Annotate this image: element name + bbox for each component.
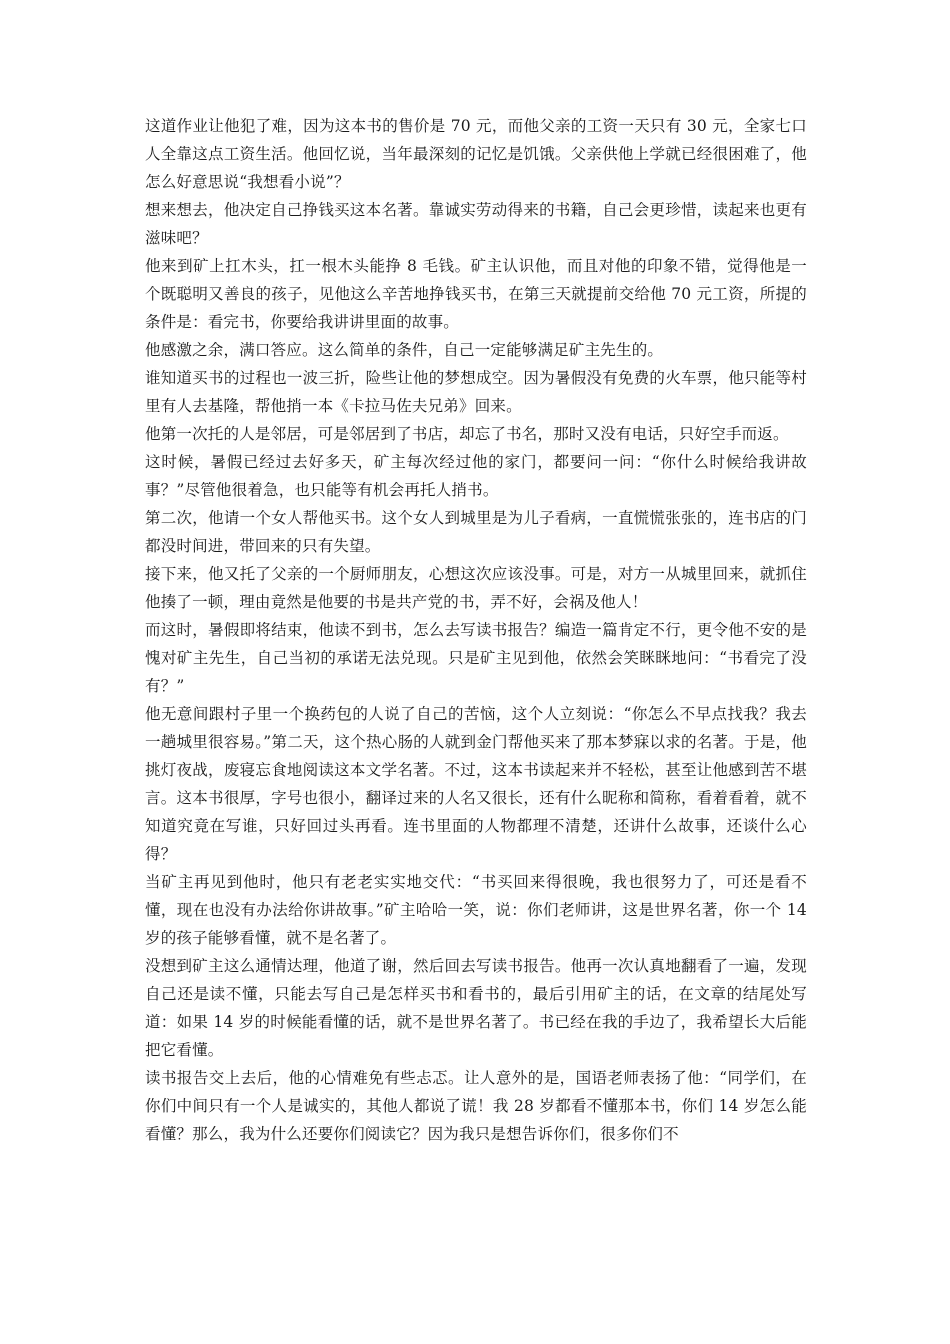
paragraph-2: 想来想去，他决定自己挣钱买这本名著。靠诚实劳动得来的书籍，自己会更珍惜，读起来也更有滋味吧？ (145, 201, 807, 247)
paragraph-9: 接下来，他又托了父亲的一个厨师朋友，心想这次应该没事。可是，对方一从城里回来，就抓住他揍了一顿，理由竟然是他要的书是共产党的书，弄不好，会祸及他人！ (145, 565, 807, 611)
paragraph-7: 这时候，暑假已经过去好多天，矿主每次经过他的家门，都要问一问：“你什么时候给我讲故事？”尽管他很着急，也只能等有机会再托人捎书。 (145, 453, 807, 499)
paragraph-1: 这道作业让他犯了难，因为这本书的售价是 70 元，而他父亲的工资一天只有 30 元，全家七口人全靠这点工资生活。他回忆说，当年最深刻的记忆是饥饿。父亲供他上学就已经很困难了，他怎么好意思说“我想看小说”？ (145, 117, 807, 191)
paragraph-13: 没想到矿主这么通情达理，他道了谢，然后回去写读书报告。他再一次认真地翻看了一遍，发现自己还是读不懂，只能去写自己是怎样买书和看书的，最后引用矿主的话，在文章的结尾处写道：如果 14 岁的时候能看懂的话，就不是世界名著了。书已经在我的手边了，我希望长大后能把它看懂。 (145, 957, 807, 1059)
paragraph-10: 而这时，暑假即将结束，他读不到书，怎么去写读书报告？编造一篇肯定不行，更令他不安的是愧对矿主先生，自己当初的承诺无法兑现。只是矿主见到他，依然会笑眯眯地问：“书看完了没有？” (145, 621, 807, 695)
paragraph-14: 读书报告交上去后，他的心情难免有些忐忑。让人意外的是，国语老师表扬了他：“同学们，在你们中间只有一个人是诚实的，其他人都说了谎！我 28 岁都看不懂那本书，你们 14 岁怎么能看懂？那么，我为什么还要你们阅读它？因为我只是想告诉你们，很多你们不 (145, 1069, 807, 1143)
paragraph-5: 谁知道买书的过程也一波三折，险些让他的梦想成空。因为暑假没有免费的火车票，他只能等村里有人去基隆，帮他捎一本《卡拉马佐夫兄弟》回来。 (145, 369, 807, 415)
paragraph-8: 第二次，他请一个女人帮他买书。这个女人到城里是为儿子看病，一直慌慌张张的，连书店的门都没时间进，带回来的只有失望。 (145, 509, 807, 555)
document-body (145, 112, 807, 1148)
paragraph-12: 当矿主再见到他时，他只有老老实实地交代：“书买回来得很晚，我也很努力了，可还是看不懂，现在也没有办法给你讲故事。”矿主哈哈一笑，说：你们老师讲，这是世界名著，你一个 14 岁的孩子能够看懂，就不是名著了。 (145, 873, 807, 947)
paragraph-11: 他无意间跟村子里一个换药包的人说了自己的苦恼，这个人立刻说：“你怎么不早点找我？我去一趟城里很容易。”第二天，这个热心肠的人就到金门帮他买来了那本梦寐以求的名著。于是，他挑灯夜战，废寝忘食地阅读这本文学名著。不过，这本书读起来并不轻松，甚至让他感到苦不堪言。这本书很厚，字号也很小，翻译过来的人名又很长，还有什么昵称和简称，看着看着，就不知道究竟在写谁，只好回过头再看。连书里面的人物都理不清楚，还讲什么故事，还谈什么心得？ (145, 705, 807, 863)
paragraph-3: 他来到矿上扛木头，扛一根木头能挣 8 毛钱。矿主认识他，而且对他的印象不错，觉得他是一个既聪明又善良的孩子，见他这么辛苦地挣钱买书，在第三天就提前交给他 70 元工资，所提的条件是：看完书，你要给我讲讲里面的故事。 (145, 257, 807, 331)
paragraph-4: 他感激之余，满口答应。这么简单的条件，自己一定能够满足矿主先生的。 (145, 341, 664, 359)
paragraph-6: 他第一次托的人是邻居，可是邻居到了书店，却忘了书名，那时又没有电话，只好空手而返。 (145, 425, 789, 443)
